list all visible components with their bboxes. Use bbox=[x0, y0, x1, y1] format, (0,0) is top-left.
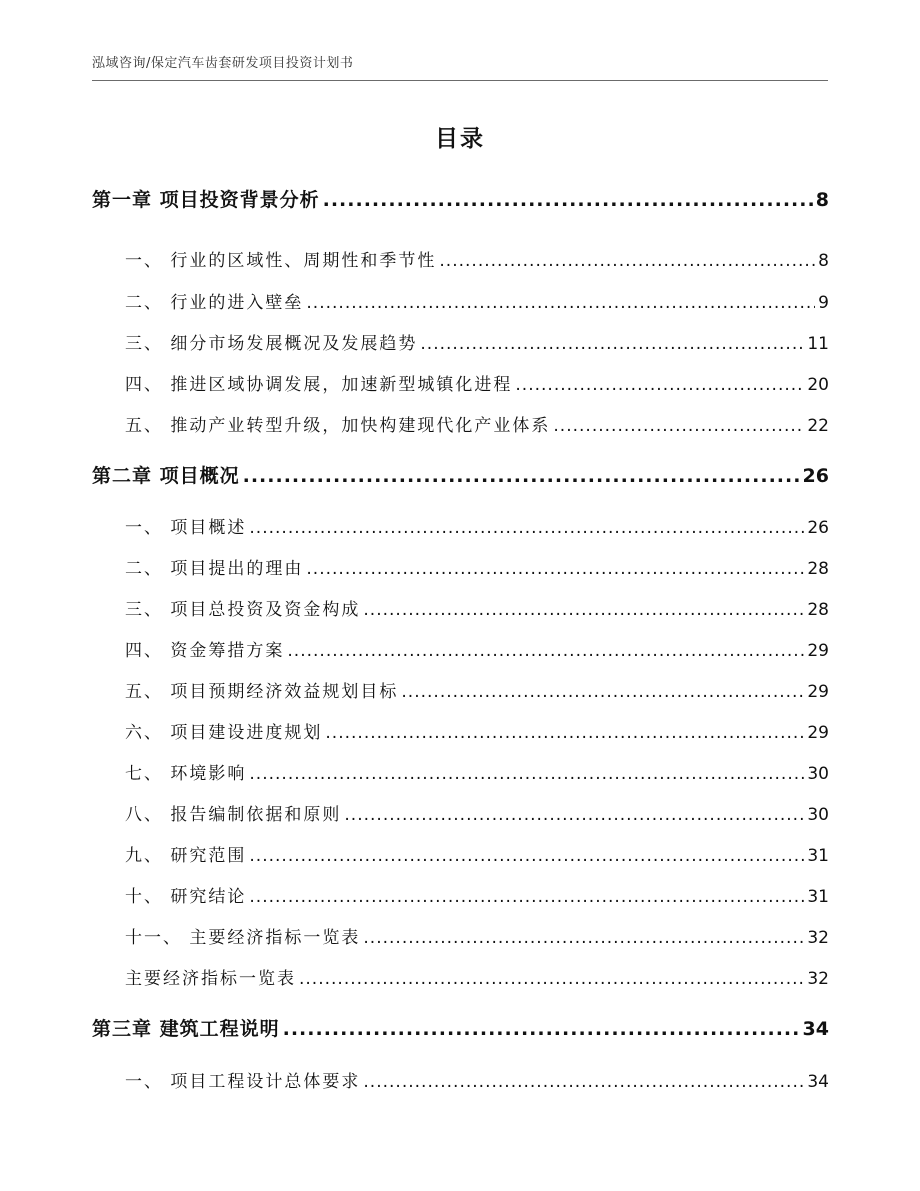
toc-entry-section[interactable] bbox=[125, 411, 829, 436]
toc-entry-section[interactable] bbox=[125, 800, 829, 825]
toc-entry-page-number: 32 bbox=[807, 928, 829, 948]
toc-entry-label: 十一、 主要经济指标一览表 bbox=[125, 928, 361, 948]
toc-leader-dots bbox=[323, 189, 813, 211]
toc-entry-label: 三、 项目总投资及资金构成 bbox=[125, 600, 361, 620]
toc-entry-label: 十、 研究结论 bbox=[125, 887, 247, 907]
toc-entry-label: 四、 资金筹措方案 bbox=[125, 641, 285, 661]
toc-leader-dots bbox=[243, 465, 800, 487]
toc-entry-page-number: 28 bbox=[807, 600, 829, 620]
toc-leader-dots bbox=[363, 1072, 804, 1092]
toc-entry-label: 一、 项目概述 bbox=[125, 518, 247, 538]
toc-entry-section[interactable] bbox=[125, 718, 829, 743]
toc-leader-dots bbox=[299, 969, 804, 989]
toc-entry-page-number: 32 bbox=[807, 969, 829, 989]
toc-entry-page-number: 34 bbox=[807, 1072, 829, 1092]
toc-entry-section[interactable] bbox=[125, 923, 829, 948]
toc-entry-label: 五、 项目预期经济效益规划目标 bbox=[125, 682, 399, 702]
toc-entry-section[interactable] bbox=[125, 1067, 829, 1092]
toc-entry-label: 第三章 建筑工程说明 bbox=[92, 1018, 280, 1040]
toc-entry-label: 九、 研究范围 bbox=[125, 846, 247, 866]
toc-entry-label: 第二章 项目概况 bbox=[92, 465, 240, 487]
toc-entry-label: 一、 行业的区域性、周期性和季节性 bbox=[125, 251, 437, 271]
toc-entry-section[interactable] bbox=[125, 882, 829, 907]
toc-entry-section[interactable] bbox=[125, 246, 829, 271]
toc-entry-page-number: 30 bbox=[807, 805, 829, 825]
toc-entry-section[interactable] bbox=[125, 595, 829, 620]
toc-entry-label: 一、 项目工程设计总体要求 bbox=[125, 1072, 361, 1092]
running-header: 泓域咨询/保定汽车齿套研发项目投资计划书 bbox=[92, 52, 828, 81]
toc-leader-dots bbox=[249, 518, 804, 538]
toc-entry-page-number: 29 bbox=[807, 682, 829, 702]
toc-entry-section[interactable] bbox=[125, 677, 829, 702]
toc-leader-dots bbox=[283, 1018, 800, 1040]
toc-entry-section[interactable] bbox=[125, 964, 829, 989]
toc-entry-page-number: 8 bbox=[815, 189, 829, 211]
toc-leader-dots bbox=[287, 641, 804, 661]
toc-entry-section[interactable] bbox=[125, 329, 829, 354]
toc-leader-dots bbox=[401, 682, 804, 702]
toc-entry-page-number: 28 bbox=[807, 559, 829, 579]
toc-entry-page-number: 29 bbox=[807, 723, 829, 743]
toc-entry-page-number: 34 bbox=[802, 1018, 829, 1040]
toc-title: 目录 bbox=[435, 126, 485, 152]
toc-entry-page-number: 22 bbox=[807, 416, 829, 436]
toc-leader-dots bbox=[344, 805, 804, 825]
toc-entry-page-number: 9 bbox=[818, 293, 829, 313]
toc-entry-page-number: 26 bbox=[807, 518, 829, 538]
toc-entry-page-number: 29 bbox=[807, 641, 829, 661]
toc-entry-section[interactable] bbox=[125, 288, 829, 313]
toc-entry-label: 七、 环境影响 bbox=[125, 764, 247, 784]
toc-entry-page-number: 11 bbox=[807, 334, 829, 354]
toc-entry-label: 四、 推进区域协调发展，加速新型城镇化进程 bbox=[125, 375, 513, 395]
toc-leader-dots bbox=[249, 846, 804, 866]
toc-leader-dots bbox=[249, 887, 804, 907]
toc-entry-label: 第一章 项目投资背景分析 bbox=[92, 189, 320, 211]
toc-entry-section[interactable] bbox=[125, 636, 829, 661]
toc-entry-chapter-3[interactable] bbox=[92, 1014, 829, 1041]
toc-entry-section[interactable] bbox=[125, 759, 829, 784]
toc-entry-label: 三、 细分市场发展概况及发展趋势 bbox=[125, 334, 418, 354]
toc-entry-label: 二、 项目提出的理由 bbox=[125, 559, 304, 579]
toc-entry-label: 八、 报告编制依据和原则 bbox=[125, 805, 342, 825]
toc-leader-dots bbox=[420, 334, 804, 354]
toc-leader-dots bbox=[363, 928, 804, 948]
toc-entry-page-number: 26 bbox=[802, 465, 829, 487]
toc-entry-section[interactable] bbox=[125, 841, 829, 866]
toc-entry-section[interactable] bbox=[125, 513, 829, 538]
toc-entry-page-number: 20 bbox=[807, 375, 829, 395]
toc-leader-dots bbox=[325, 723, 804, 743]
toc-leader-dots bbox=[363, 600, 804, 620]
toc-leader-dots bbox=[553, 416, 804, 436]
toc-entry-chapter-1[interactable] bbox=[92, 185, 829, 212]
toc-entry-label: 六、 项目建设进度规划 bbox=[125, 723, 323, 743]
toc-leader-dots bbox=[306, 293, 815, 313]
toc-entry-page-number: 30 bbox=[807, 764, 829, 784]
toc-entry-section[interactable] bbox=[125, 554, 829, 579]
toc-entry-section[interactable] bbox=[125, 370, 829, 395]
toc-entry-label: 二、 行业的进入壁垒 bbox=[125, 293, 304, 313]
toc-entry-page-number: 31 bbox=[807, 846, 829, 866]
toc-entry-label: 主要经济指标一览表 bbox=[125, 969, 296, 989]
toc-leader-dots bbox=[249, 764, 804, 784]
toc-leader-dots bbox=[439, 251, 815, 271]
toc-leader-dots bbox=[306, 559, 804, 579]
toc-entry-page-number: 8 bbox=[818, 251, 829, 271]
toc-entry-page-number: 31 bbox=[807, 887, 829, 907]
toc-entry-chapter-2[interactable] bbox=[92, 461, 829, 488]
toc-leader-dots bbox=[515, 375, 804, 395]
toc-entry-label: 五、 推动产业转型升级，加快构建现代化产业体系 bbox=[125, 416, 551, 436]
